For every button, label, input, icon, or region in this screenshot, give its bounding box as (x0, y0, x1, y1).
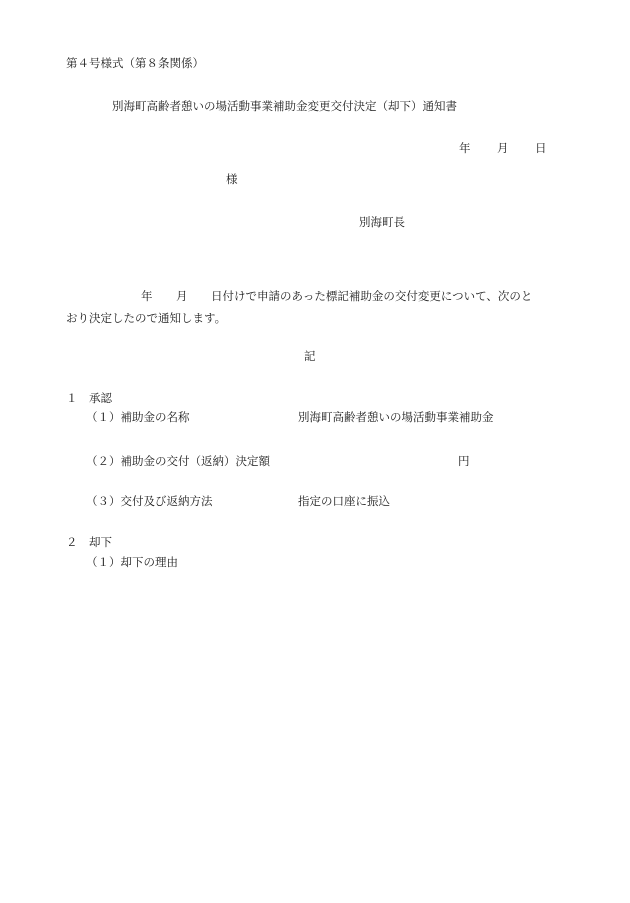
recipient-suffix: 様 (226, 172, 238, 186)
date-day-label: 日 (535, 141, 547, 155)
body-line-1: 日付けで申請のあった標記補助金の交付変更について、次のと (211, 289, 533, 303)
item-1-3-value: 指定の口座に振込 (298, 494, 390, 508)
item-1-1-label: （１）補助金の名称 (86, 410, 190, 424)
section-2-heading: ２ 却下 (66, 535, 112, 549)
item-1-2-unit: 円 (458, 454, 470, 468)
ki-marker: 記 (304, 349, 316, 363)
form-number: 第４号様式（第８条関係） (66, 56, 204, 70)
item-1-2-label: （２）補助金の交付（返納）決定額 (86, 454, 270, 468)
date-year-label: 年 (459, 141, 471, 155)
item-1-3-label: （３）交付及び返納方法 (86, 494, 213, 508)
document-title: 別海町高齢者憩いの場活動事業補助金変更交付決定（却下）通知書 (112, 99, 457, 113)
body-line-2: おり決定したので通知します。 (66, 311, 227, 325)
item-2-1-label: （１）却下の理由 (86, 555, 178, 569)
body-month-label: 月 (176, 289, 188, 303)
section-1-heading: １ 承認 (66, 391, 112, 405)
body-year-label: 年 (141, 289, 153, 303)
item-1-1-value: 別海町高齢者憩いの場活動事業補助金 (298, 410, 494, 424)
date-month-label: 月 (497, 141, 509, 155)
sender: 別海町長 (359, 215, 405, 229)
